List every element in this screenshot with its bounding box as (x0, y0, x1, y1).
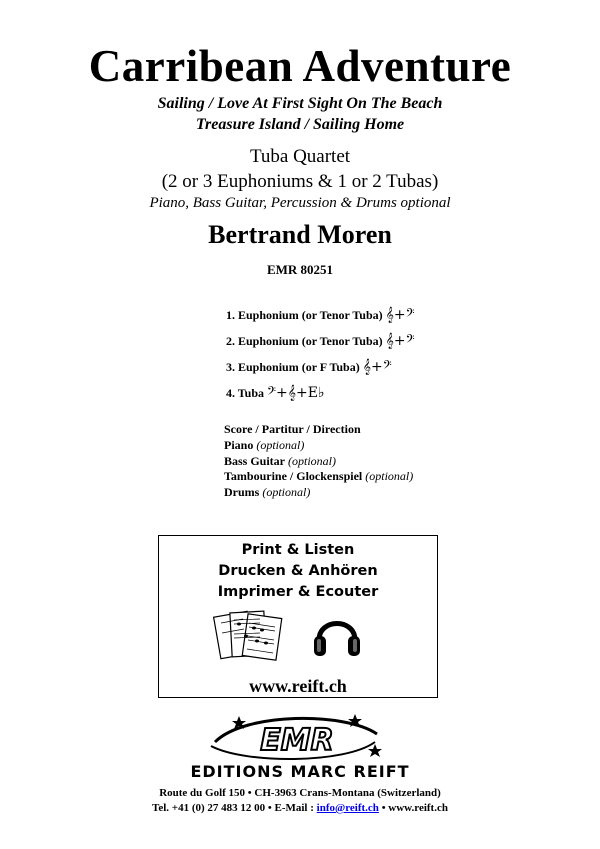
part-label: 1. Euphonium (or Tenor Tuba) (226, 307, 383, 322)
extra-item (224, 485, 413, 501)
publisher-address: Route du Golf 150 • CH-3963 Crans-Montana (Switzerland) (159, 787, 441, 799)
extra-note: (optional) (365, 469, 414, 484)
headphones-icon (311, 608, 363, 660)
extra-note: (optional) (288, 453, 337, 468)
clef-icon: 𝄞+𝄢 (385, 307, 415, 323)
ensemble-type: Tuba Quartet (249, 146, 351, 167)
promo-line-fr: Imprimer & Ecouter (217, 584, 379, 600)
extra-note: (optional) (256, 437, 305, 452)
part-item (226, 302, 415, 328)
extra-item (224, 438, 413, 454)
website-link[interactable]: www.reift.ch (249, 676, 347, 696)
movement-list-1: Sailing / Love At First Sight On The Beach (157, 95, 443, 112)
contact-web: • www.reift.ch (378, 802, 448, 814)
parts-list (226, 302, 415, 406)
clef-icon: 𝄢+𝄞+E♭ (267, 385, 325, 401)
promo-line-de: Drucken & Anhören (218, 563, 378, 579)
extra-name: Piano (224, 437, 254, 452)
part-label: 4. Tuba (226, 385, 265, 400)
extra-item (224, 454, 413, 470)
logo-text: EMR (260, 723, 334, 758)
score-title: Carribean Adventure (88, 41, 512, 91)
part-item (226, 380, 415, 406)
extra-name: Score / Partitur / Direction (224, 422, 361, 436)
ensemble-detail: (2 or 3 Euphoniums & 1 or 2 Tubas) (161, 171, 439, 192)
part-label: 2. Euphonium (or Tenor Tuba) (226, 333, 383, 348)
email-link[interactable]: info@reift.ch (316, 802, 379, 814)
extras-list (224, 422, 413, 501)
extra-name: Drums (224, 485, 260, 500)
extra-item (224, 469, 413, 485)
catalog-number: EMR 80251 (266, 262, 334, 277)
part-item (226, 354, 415, 380)
sheet-music-icon (213, 608, 283, 662)
contact-phone: Tel. +41 (0) 27 483 12 00 • E-Mail : (152, 802, 317, 814)
composer-name: Bertrand Moren (208, 220, 392, 249)
publisher-name: EDITIONS MARC REIFT (190, 762, 410, 781)
emr-logo-icon (205, 712, 385, 762)
movement-list-2: Treasure Island / Sailing Home (195, 116, 405, 133)
extra-name: Bass Guitar (224, 453, 286, 468)
part-label: 3. Euphonium (or F Tuba) (226, 359, 360, 374)
extra-item (224, 422, 413, 438)
promo-line-en: Print & Listen (241, 542, 355, 558)
extra-name: Tambourine / Glockenspiel (224, 469, 363, 484)
part-item (226, 328, 415, 354)
clef-icon: 𝄞+𝄢 (385, 333, 415, 349)
clef-icon: 𝄞+𝄢 (362, 359, 392, 375)
publisher-contact (0, 802, 600, 814)
extra-note: (optional) (262, 485, 311, 500)
optional-instruments: Piano, Bass Guitar, Percussion & Drums optional (149, 195, 451, 211)
print-listen-box (158, 535, 438, 698)
